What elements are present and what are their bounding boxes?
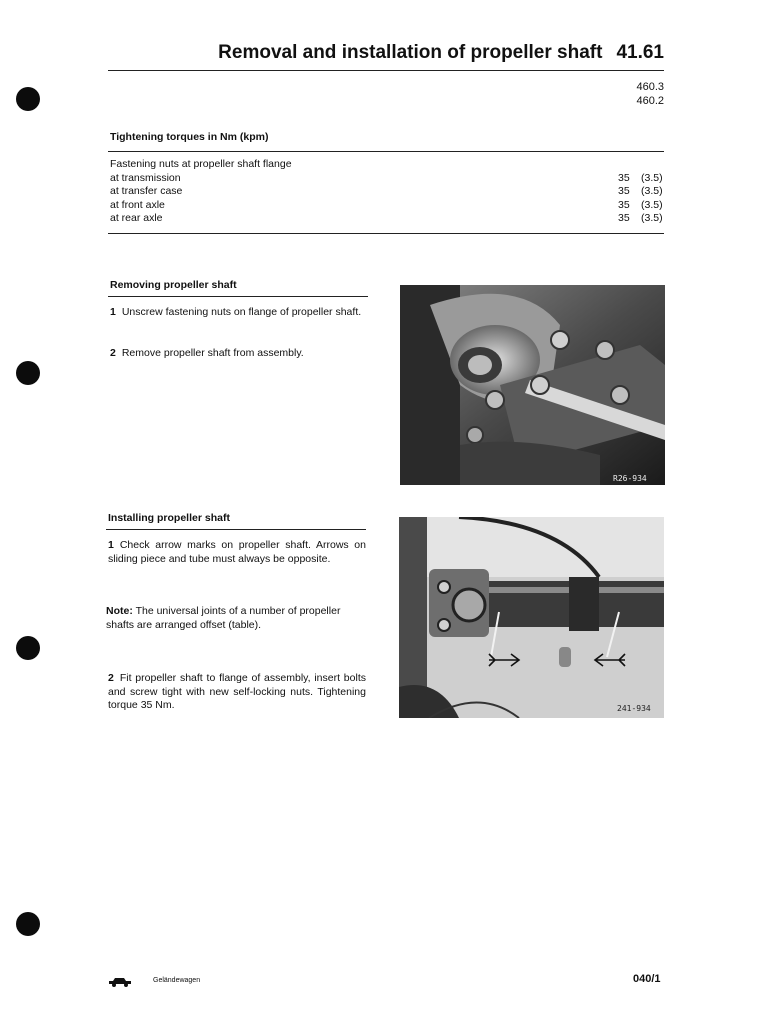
step-number: 2 xyxy=(110,347,116,359)
step-number: 1 xyxy=(110,306,116,318)
binder-hole xyxy=(16,361,40,385)
installing-heading: Installing propeller shaft xyxy=(108,512,230,524)
installation-photo xyxy=(399,517,664,718)
torque-kpm: (3.5) xyxy=(641,212,663,225)
installation-photo-image xyxy=(399,517,664,718)
photo-reference: 241-934 xyxy=(617,704,651,713)
removal-photo xyxy=(400,285,665,485)
step-number: 1 xyxy=(108,539,114,551)
removal-photo-image xyxy=(400,285,665,485)
torque-nm: 35 xyxy=(618,171,630,184)
torque-label: at transfer case xyxy=(110,185,183,198)
torque-row xyxy=(110,212,664,226)
model-codes xyxy=(636,80,664,108)
installing-step xyxy=(108,672,366,713)
removing-step xyxy=(110,306,368,320)
torque-row xyxy=(110,172,664,186)
removing-heading: Removing propeller shaft xyxy=(110,279,237,291)
installing-rule xyxy=(106,529,366,530)
removing-step xyxy=(110,347,368,361)
torque-nm: 35 xyxy=(618,198,630,211)
step-number: 2 xyxy=(108,672,114,684)
binder-hole xyxy=(16,87,40,111)
torques-top-rule xyxy=(108,151,664,152)
torques-table xyxy=(110,158,664,226)
torque-row xyxy=(110,185,664,199)
torque-nm: 35 xyxy=(618,185,630,198)
model-code: 460.2 xyxy=(636,95,664,107)
torque-label: at transmission xyxy=(110,171,181,184)
page-title xyxy=(110,42,664,64)
binder-hole xyxy=(16,636,40,660)
torque-row xyxy=(110,199,664,213)
torque-kpm: (3.5) xyxy=(641,198,663,211)
installing-step xyxy=(108,539,366,566)
torque-label: at front axle xyxy=(110,198,165,211)
torque-nm: 35 xyxy=(618,212,630,225)
step-text: Check arrow marks on propeller shaft. Arrows on sliding piece and tube must always be opposite. xyxy=(108,539,366,565)
installing-note xyxy=(106,605,366,632)
model-code: 460.3 xyxy=(636,81,664,93)
torque-kpm: (3.5) xyxy=(641,171,663,184)
photo-reference: R26-934 xyxy=(613,474,647,483)
step-text: Fit propeller shaft to flange of assembly, insert bolts and screw tight with new self-locking nuts. Tightening torque 35 Nm. xyxy=(108,672,366,712)
footer-vehicle: Geländewagen xyxy=(153,977,201,984)
vehicle-icon xyxy=(108,974,132,992)
torques-intro: Fastening nuts at propeller shaft flange xyxy=(110,158,292,170)
binder-hole xyxy=(16,912,40,936)
torques-bottom-rule xyxy=(108,233,664,234)
header-rule xyxy=(108,70,664,71)
step-text: Remove propeller shaft from assembly. xyxy=(121,347,304,359)
note-text: The universal joints of a number of propeller shafts are arranged offset (table). xyxy=(106,605,341,631)
torque-kpm: (3.5) xyxy=(641,185,663,198)
step-text: Unscrew fastening nuts on flange of propeller shaft. xyxy=(121,306,362,318)
torques-heading: Tightening torques in Nm (kpm) xyxy=(110,131,269,143)
note-label: Note: xyxy=(106,605,133,617)
page-title-text: Removal and installation of propeller shaft xyxy=(218,42,603,63)
torque-label: at rear axle xyxy=(110,212,163,225)
removing-rule xyxy=(108,296,368,297)
section-number: 41.61 xyxy=(616,42,664,63)
page-number: 040/1 xyxy=(633,973,661,985)
